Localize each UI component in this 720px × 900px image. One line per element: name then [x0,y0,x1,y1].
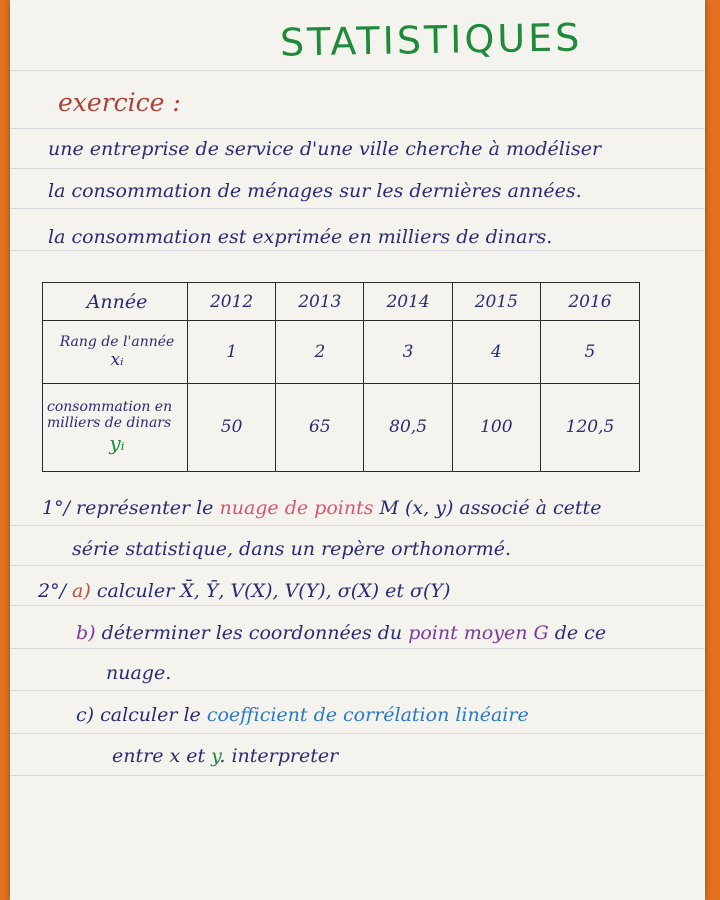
question-2c-highlight: coefficient de corrélation linéaire [206,704,529,726]
table-cell-year: 2015 [452,283,540,321]
data-table [42,282,640,472]
intro-line-1: une entreprise de service d'une ville cherche à modéliser [48,138,602,160]
ruled-line [10,690,705,691]
rank-label: Rang de l'année [59,333,175,350]
table-cell-year: 2012 [188,283,276,321]
ruled-line [10,775,705,776]
question-1-number: 1°/ [42,497,70,519]
question-2c-line2-a: entre x et [112,745,206,767]
table-cell-consumption: 65 [276,383,364,471]
question-2b-letter: b) [76,622,96,644]
question-1-text-c: M (x, y) associé à cette [379,497,602,519]
question-2b-highlight: point moyen G [408,622,549,644]
question-2b-line-2: nuage. [106,662,172,684]
table-cell-year: 2013 [276,283,364,321]
table-header-year: Année [43,283,188,321]
question-2a-letter: a) [72,580,91,602]
question-2c-line-2 [112,745,338,767]
question-2b-text-c: de ce [554,622,607,644]
exercice-heading: exercice : [58,88,181,117]
ruled-line [10,605,705,606]
question-2b-text-a: déterminer les coordonnées du [101,622,403,644]
table-header-rank [43,321,188,383]
table-header-consumption [43,383,188,471]
question-2c-line2-c: . interpreter [219,745,339,767]
table-cell-year: 2016 [540,283,639,321]
question-2a-text: calculer X̄, Ȳ, V(X), V(Y), σ(X) et σ(Y) [96,580,451,602]
table-cell-rank: 4 [452,321,540,383]
ruled-line [10,733,705,734]
ruled-line [10,565,705,566]
table-cell-rank: 5 [540,321,639,383]
question-2-number: 2°/ [38,580,66,602]
ruled-line [10,208,705,209]
question-2c [76,704,529,726]
table-cell-consumption: 50 [188,383,276,471]
table-cell-rank: 1 [188,321,276,383]
rank-symbol: xᵢ [110,349,124,370]
question-1-line-2: série statistique, dans un repère orthonormé. [72,538,512,560]
intro-line-2: la consommation de ménages sur les dernières années. [48,180,582,202]
table-row-rank [43,321,640,383]
question-2b [76,622,606,644]
table-cell-consumption: 100 [452,383,540,471]
ruled-line [10,250,705,251]
table-cell-consumption: 80,5 [364,383,452,471]
ruled-line [10,128,705,129]
question-2c-letter: c) [76,704,95,726]
consumption-symbol: yᵢ [109,431,125,456]
ruled-line [10,525,705,526]
paper-sheet [10,0,705,900]
ruled-line [10,168,705,169]
table-cell-rank: 2 [276,321,364,383]
consumption-label-2: milliers de dinars [47,415,172,432]
table-cell-year: 2014 [364,283,452,321]
question-2a [38,580,450,602]
table-row-consumption [43,383,640,471]
table-cell-rank: 3 [364,321,452,383]
table-row-year [43,283,640,321]
ruled-line [10,70,705,71]
question-2c-text-a: calculer le [100,704,201,726]
question-1-line-1 [42,497,601,519]
ruled-line [10,648,705,649]
page-title: STATISTIQUES [279,15,583,65]
question-1-text-a: représenter le [76,497,214,519]
intro-line-3: la consommation est exprimée en milliers de dinars. [48,226,553,248]
question-1-highlight: nuage de points [219,497,374,519]
consumption-label-1: consommation en [47,399,173,416]
question-2c-line2-y: y [211,745,220,767]
table-cell-consumption: 120,5 [540,383,639,471]
